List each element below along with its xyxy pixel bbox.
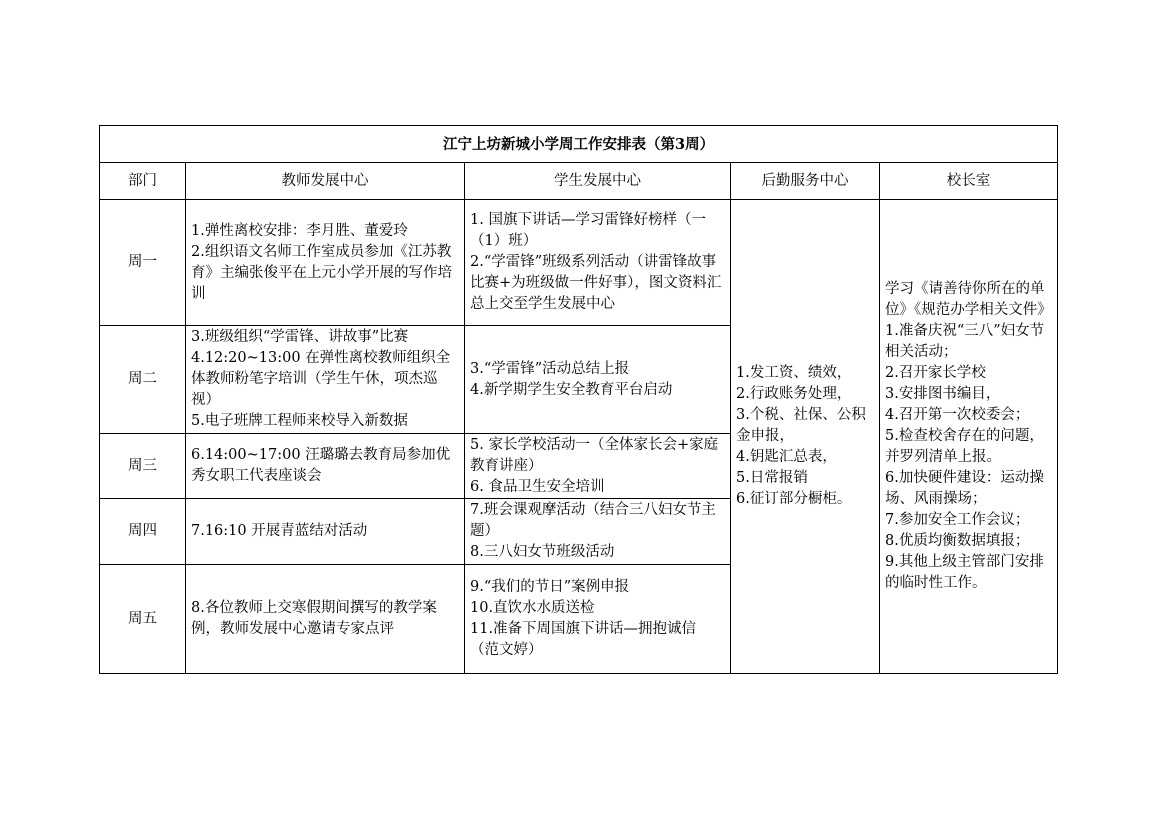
table-title: 江宁上坊新城小学周工作安排表（第3周）: [100, 126, 1058, 163]
header-teacher-center: 教师发展中心: [186, 163, 465, 200]
teacher-tue-cell: [186, 326, 465, 434]
principal-item: 3.安排图书编目，: [885, 386, 1001, 402]
student-fri-cell: [465, 565, 731, 674]
student-mon-item: 2.“学雷锋”班级系列活动（讲雷锋故事比赛+为班级做一件好事），图文资料汇总上交至学生发展中心: [470, 254, 722, 312]
teacher-wed-cell: [186, 434, 465, 499]
student-wed-item: 6. 食品卫生安全培训: [470, 478, 605, 495]
weekly-schedule-table: [99, 125, 1058, 674]
logistics-item: 4.钥匙汇总表，: [736, 449, 837, 465]
principal-item: 7.参加安全工作会议；: [885, 512, 1030, 528]
student-fri-item: 9.“我们的节日”案例申报: [470, 579, 630, 595]
student-mon-item: 1. 国旗下讲话—学习雷锋好榜样（一（1）班）: [470, 212, 706, 249]
teacher-wed-item: 6.14:00~17:00 汪璐璐去教育局参加优秀女职工代表座谈会: [191, 447, 451, 484]
teacher-fri-item: 8.各位教师上交寒假期间撰写的教学案例，教师发展中心邀请专家点评: [191, 600, 437, 637]
teacher-thu-cell: [186, 499, 465, 565]
student-thu-item: 7.班会课观摩活动（结合三八妇女节主题）: [470, 502, 716, 539]
day-label-wed: 周三: [100, 434, 186, 499]
student-tue-item: 3.“学雷锋”活动总结上报: [470, 360, 630, 377]
principal-item: 5.检查校舍存在的问题，并罗列清单上报。: [885, 428, 1044, 465]
student-fri-item: 10.直饮水水质送检: [470, 600, 595, 616]
student-tue-item: 4.新学期学生安全教育平台启动: [470, 381, 673, 398]
principal-item: 6.加快硬件建设：运动操场、风雨操场；: [885, 470, 1044, 507]
principal-item: 4.召开第一次校委会；: [885, 407, 1030, 423]
teacher-tue-item: 3.班级组织“学雷锋、讲故事”比赛: [191, 329, 409, 345]
teacher-thu-item: 7.16:10 开展青蓝结对活动: [191, 523, 368, 539]
student-thu-cell: [465, 499, 731, 565]
principal-item: 1.准备庆祝“三八”妇女节相关活动；: [885, 323, 1045, 360]
logistics-item: 1.发工资、绩效，: [736, 365, 852, 381]
day-label-tue: 周二: [100, 326, 186, 434]
day-label-fri: 周五: [100, 565, 186, 674]
principal-item: 2.召开家长学校: [885, 365, 986, 381]
logistics-item: 5.日常报销: [736, 470, 808, 486]
logistics-cell: [731, 200, 880, 674]
student-wed-cell: [465, 434, 731, 499]
student-mon-cell: [465, 200, 731, 326]
principal-item: 9.其他上级主管部门安排的临时性工作。: [885, 554, 1044, 591]
logistics-item: 3.个税、社保、公积金申报，: [736, 407, 866, 444]
principal-item: 学习《请善待你所在的单位》《规范办学相关文件》: [885, 281, 1052, 318]
principal-item: 8.优质均衡数据填报；: [885, 533, 1030, 549]
student-fri-item: 11.准备下周国旗下讲话—拥抱诚信（范文婷）: [470, 621, 697, 658]
header-logistics-center: 后勤服务中心: [731, 163, 880, 200]
teacher-tue-item: 4.12:20~13:00 在弹性离校教师组织全体教师粉笔字培训（学生午休，项杰巡视）: [191, 350, 451, 408]
teacher-tue-item: 5.电子班牌工程师来校导入新数据: [191, 413, 408, 429]
header-department: 部门: [100, 163, 186, 200]
student-wed-item: 5. 家长学校活动一（全体家长会+家庭教育讲座）: [470, 436, 719, 474]
student-tue-cell: [465, 326, 731, 434]
principal-cell: [880, 200, 1058, 674]
header-principal-office: 校长室: [880, 163, 1058, 200]
logistics-item: 6.征订部分橱柜。: [736, 491, 852, 507]
header-student-center: 学生发展中心: [465, 163, 731, 200]
teacher-mon-item: 1.弹性离校安排：李月胜、董爱玲: [191, 222, 408, 239]
logistics-item: 2.行政账务处理，: [736, 386, 852, 402]
student-thu-item: 8.三八妇女节班级活动: [470, 544, 615, 560]
day-label-mon: 周一: [100, 200, 186, 326]
day-label-thu: 周四: [100, 499, 186, 565]
teacher-mon-cell: [186, 200, 465, 326]
teacher-fri-cell: [186, 565, 465, 674]
teacher-mon-item: 2.组织语文名师工作室成员参加《江苏教育》主编张俊平在上元小学开展的写作培训: [191, 243, 452, 302]
